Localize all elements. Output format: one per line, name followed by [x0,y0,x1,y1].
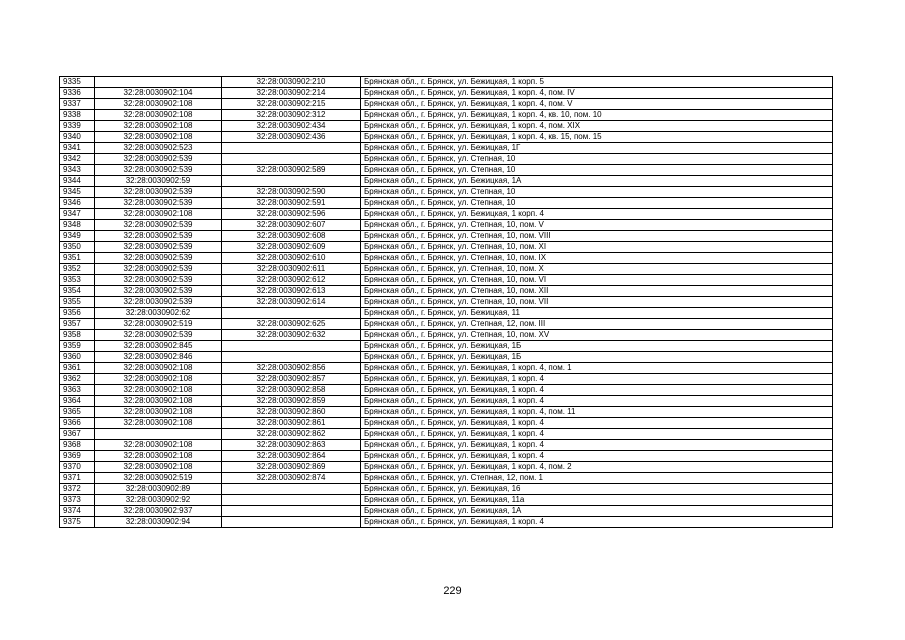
address-cell: Брянская обл., г. Брянск, ул. Степная, 10, пом. IX [361,253,833,264]
table-row [60,429,833,440]
object-number-cell [222,517,361,528]
row-number-cell: 9348 [60,220,95,231]
object-number-cell: 32:28:0030902:859 [222,396,361,407]
object-number-cell: 32:28:0030902:856 [222,363,361,374]
table-row [60,264,833,275]
object-number-cell: 32:28:0030902:215 [222,99,361,110]
row-number-cell: 9349 [60,231,95,242]
cadastral-number-cell: 32:28:0030902:59 [95,176,222,187]
address-cell: Брянская обл., г. Брянск, ул. Степная, 10, пом. XII [361,286,833,297]
address-cell: Брянская обл., г. Брянск, ул. Бежицкая, 11а [361,495,833,506]
table-row [60,297,833,308]
object-number-cell [222,484,361,495]
object-number-cell: 32:28:0030902:214 [222,88,361,99]
row-number-cell: 9342 [60,154,95,165]
object-number-cell: 32:28:0030902:434 [222,121,361,132]
address-cell: Брянская обл., г. Брянск, ул. Степная, 10, пом. VII [361,297,833,308]
address-cell: Брянская обл., г. Брянск, ул. Бежицкая, 1 корп. 4 [361,396,833,407]
row-number-cell: 9355 [60,297,95,308]
table-row [60,231,833,242]
object-number-cell [222,341,361,352]
row-number-cell: 9344 [60,176,95,187]
object-number-cell [222,495,361,506]
object-number-cell: 32:28:0030902:436 [222,132,361,143]
object-number-cell: 32:28:0030902:591 [222,198,361,209]
table-row [60,143,833,154]
row-number-cell: 9335 [60,77,95,88]
address-cell: Брянская обл., г. Брянск, ул. Бежицкая, 1 корп. 4, пом. XIX [361,121,833,132]
object-number-cell: 32:28:0030902:869 [222,462,361,473]
object-number-cell [222,154,361,165]
address-cell: Брянская обл., г. Брянск, ул. Бежицкая, 1Б [361,341,833,352]
address-cell: Брянская обл., г. Брянск, ул. Степная, 10, пом. X [361,264,833,275]
cadastral-number-cell: 32:28:0030902:539 [95,165,222,176]
address-cell: Брянская обл., г. Брянск, ул. Бежицкая, 1 корп. 4 [361,209,833,220]
address-cell: Брянская обл., г. Брянск, ул. Бежицкая, 1 корп. 4, кв. 10, пом. 10 [361,110,833,121]
address-cell: Брянская обл., г. Брянск, ул. Бежицкая, 1 корп. 4 [361,385,833,396]
table-row [60,253,833,264]
table-row [60,495,833,506]
address-cell: Брянская обл., г. Брянск, ул. Бежицкая, 1 корп. 4, пом. 2 [361,462,833,473]
address-cell: Брянская обл., г. Брянск, ул. Степная, 10, пом. VIII [361,231,833,242]
object-number-cell: 32:28:0030902:857 [222,374,361,385]
row-number-cell: 9369 [60,451,95,462]
object-number-cell: 32:28:0030902:608 [222,231,361,242]
cadastral-number-cell: 32:28:0030902:108 [95,396,222,407]
row-number-cell: 9361 [60,363,95,374]
row-number-cell: 9367 [60,429,95,440]
object-number-cell: 32:28:0030902:862 [222,429,361,440]
address-cell: Брянская обл., г. Брянск, ул. Степная, 10 [361,165,833,176]
table-row [60,363,833,374]
address-cell: Брянская обл., г. Брянск, ул. Бежицкая, 1А [361,506,833,517]
row-number-cell: 9339 [60,121,95,132]
row-number-cell: 9375 [60,517,95,528]
cadastral-number-cell: 32:28:0030902:108 [95,462,222,473]
object-number-cell: 32:28:0030902:596 [222,209,361,220]
table-row [60,275,833,286]
cadastral-number-cell: 32:28:0030902:94 [95,517,222,528]
table-row [60,308,833,319]
object-number-cell: 32:28:0030902:312 [222,110,361,121]
address-cell: Брянская обл., г. Брянск, ул. Бежицкая, 11 [361,308,833,319]
row-number-cell: 9336 [60,88,95,99]
row-number-cell: 9347 [60,209,95,220]
row-number-cell: 9337 [60,99,95,110]
address-cell: Брянская обл., г. Брянск, ул. Бежицкая, 1 корп. 4, пом. 11 [361,407,833,418]
cadastral-number-cell [95,429,222,440]
row-number-cell: 9352 [60,264,95,275]
row-number-cell: 9368 [60,440,95,451]
table-row [60,176,833,187]
table-row [60,154,833,165]
cadastral-number-cell: 32:28:0030902:104 [95,88,222,99]
object-number-cell [222,352,361,363]
table-row [60,187,833,198]
table-row [60,451,833,462]
object-number-cell: 32:28:0030902:863 [222,440,361,451]
row-number-cell: 9343 [60,165,95,176]
row-number-cell: 9360 [60,352,95,363]
table-row [60,165,833,176]
address-cell: Брянская обл., г. Брянск, ул. Бежицкая, 1 корп. 4 [361,374,833,385]
object-number-cell: 32:28:0030902:860 [222,407,361,418]
address-cell: Брянская обл., г. Брянск, ул. Бежицкая, 1 корп. 5 [361,77,833,88]
cadastral-number-cell: 32:28:0030902:62 [95,308,222,319]
object-number-cell: 32:28:0030902:858 [222,385,361,396]
cadastral-number-cell: 32:28:0030902:108 [95,99,222,110]
cadastral-number-cell: 32:28:0030902:519 [95,473,222,484]
address-cell: Брянская обл., г. Брянск, ул. Бежицкая, 16 [361,484,833,495]
address-cell: Брянская обл., г. Брянск, ул. Бежицкая, 1А [361,176,833,187]
cadastral-number-cell: 32:28:0030902:539 [95,275,222,286]
cadastral-number-cell: 32:28:0030902:539 [95,286,222,297]
address-cell: Брянская обл., г. Брянск, ул. Бежицкая, 1 корп. 4 [361,429,833,440]
cadastral-number-cell: 32:28:0030902:92 [95,495,222,506]
cadastral-number-cell: 32:28:0030902:539 [95,264,222,275]
object-number-cell: 32:28:0030902:607 [222,220,361,231]
object-number-cell: 32:28:0030902:874 [222,473,361,484]
object-number-cell: 32:28:0030902:611 [222,264,361,275]
cadastral-number-cell: 32:28:0030902:108 [95,110,222,121]
object-number-cell: 32:28:0030902:614 [222,297,361,308]
row-number-cell: 9370 [60,462,95,473]
row-number-cell: 9364 [60,396,95,407]
object-number-cell [222,506,361,517]
table-row [60,198,833,209]
address-cell: Брянская обл., г. Брянск, ул. Бежицкая, 1 корп. 4 [361,440,833,451]
table-row [60,220,833,231]
table-row [60,77,833,88]
address-cell: Брянская обл., г. Брянск, ул. Бежицкая, 1Г [361,143,833,154]
cadastral-number-cell: 32:28:0030902:108 [95,440,222,451]
address-cell: Брянская обл., г. Брянск, ул. Бежицкая, 1 корп. 4, пом. IV [361,88,833,99]
cadastral-number-cell: 32:28:0030902:108 [95,363,222,374]
records-table [59,76,833,528]
row-number-cell: 9365 [60,407,95,418]
row-number-cell: 9371 [60,473,95,484]
address-cell: Брянская обл., г. Брянск, ул. Степная, 10 [361,187,833,198]
row-number-cell: 9359 [60,341,95,352]
table-row [60,473,833,484]
table-row [60,88,833,99]
object-number-cell [222,143,361,154]
table-row [60,517,833,528]
table-row [60,407,833,418]
cadastral-number-cell: 32:28:0030902:108 [95,407,222,418]
address-cell: Брянская обл., г. Брянск, ул. Степная, 10, пом. XV [361,330,833,341]
address-cell: Брянская обл., г. Брянск, ул. Степная, 12, пом. III [361,319,833,330]
table-row [60,286,833,297]
cadastral-number-cell: 32:28:0030902:937 [95,506,222,517]
table-row [60,374,833,385]
row-number-cell: 9354 [60,286,95,297]
table-row [60,352,833,363]
address-cell: Брянская обл., г. Брянск, ул. Степная, 10, пом. VI [361,275,833,286]
address-cell: Брянская обл., г. Брянск, ул. Бежицкая, 1 корп. 4 [361,418,833,429]
address-cell: Брянская обл., г. Брянск, ул. Степная, 10 [361,198,833,209]
row-number-cell: 9358 [60,330,95,341]
object-number-cell: 32:28:0030902:864 [222,451,361,462]
row-number-cell: 9340 [60,132,95,143]
object-number-cell: 32:28:0030902:613 [222,286,361,297]
row-number-cell: 9346 [60,198,95,209]
row-number-cell: 9363 [60,385,95,396]
table-row [60,506,833,517]
cadastral-number-cell: 32:28:0030902:108 [95,374,222,385]
page-number: 229 [443,585,462,597]
address-cell: Брянская обл., г. Брянск, ул. Бежицкая, 1 корп. 4 [361,451,833,462]
object-number-cell: 32:28:0030902:609 [222,242,361,253]
object-number-cell [222,308,361,319]
row-number-cell: 9351 [60,253,95,264]
object-number-cell: 32:28:0030902:612 [222,275,361,286]
table-row [60,110,833,121]
cadastral-number-cell: 32:28:0030902:108 [95,418,222,429]
object-number-cell: 32:28:0030902:590 [222,187,361,198]
address-cell: Брянская обл., г. Брянск, ул. Степная, 10, пом. XI [361,242,833,253]
table-row [60,462,833,473]
cadastral-number-cell: 32:28:0030902:108 [95,451,222,462]
table-row [60,484,833,495]
records-table-body [60,77,833,528]
row-number-cell: 9353 [60,275,95,286]
row-number-cell: 9372 [60,484,95,495]
row-number-cell: 9357 [60,319,95,330]
cadastral-number-cell: 32:28:0030902:539 [95,231,222,242]
cadastral-number-cell: 32:28:0030902:845 [95,341,222,352]
cadastral-number-cell: 32:28:0030902:108 [95,132,222,143]
address-cell: Брянская обл., г. Брянск, ул. Бежицкая, 1 корп. 4, кв. 15, пом. 15 [361,132,833,143]
cadastral-number-cell: 32:28:0030902:539 [95,154,222,165]
cadastral-number-cell: 32:28:0030902:89 [95,484,222,495]
cadastral-number-cell: 32:28:0030902:539 [95,253,222,264]
table-row [60,319,833,330]
address-cell: Брянская обл., г. Брянск, ул. Степная, 12, пом. 1 [361,473,833,484]
table-row [60,242,833,253]
row-number-cell: 9373 [60,495,95,506]
row-number-cell: 9362 [60,374,95,385]
table-row [60,330,833,341]
row-number-cell: 9338 [60,110,95,121]
object-number-cell: 32:28:0030902:861 [222,418,361,429]
table-row [60,440,833,451]
row-number-cell: 9374 [60,506,95,517]
cadastral-number-cell: 32:28:0030902:539 [95,330,222,341]
cadastral-number-cell: 32:28:0030902:108 [95,121,222,132]
table-row [60,341,833,352]
object-number-cell: 32:28:0030902:625 [222,319,361,330]
address-cell: Брянская обл., г. Брянск, ул. Степная, 10 [361,154,833,165]
address-cell: Брянская обл., г. Брянск, ул. Бежицкая, 1 корп. 4 [361,517,833,528]
object-number-cell: 32:28:0030902:589 [222,165,361,176]
cadastral-number-cell: 32:28:0030902:539 [95,242,222,253]
cadastral-number-cell: 32:28:0030902:523 [95,143,222,154]
object-number-cell: 32:28:0030902:632 [222,330,361,341]
object-number-cell: 32:28:0030902:210 [222,77,361,88]
cadastral-number-cell: 32:28:0030902:539 [95,198,222,209]
object-number-cell: 32:28:0030902:610 [222,253,361,264]
cadastral-number-cell: 32:28:0030902:108 [95,385,222,396]
cadastral-number-cell [95,77,222,88]
cadastral-number-cell: 32:28:0030902:539 [95,187,222,198]
table-row [60,121,833,132]
table-row [60,209,833,220]
table-row [60,418,833,429]
address-cell: Брянская обл., г. Брянск, ул. Бежицкая, 1 корп. 4, пом. 1 [361,363,833,374]
table-row [60,99,833,110]
row-number-cell: 9345 [60,187,95,198]
cadastral-number-cell: 32:28:0030902:108 [95,209,222,220]
table-row [60,385,833,396]
cadastral-number-cell: 32:28:0030902:539 [95,297,222,308]
cadastral-number-cell: 32:28:0030902:539 [95,220,222,231]
row-number-cell: 9350 [60,242,95,253]
cadastral-number-cell: 32:28:0030902:519 [95,319,222,330]
table-row [60,396,833,407]
address-cell: Брянская обл., г. Брянск, ул. Бежицкая, 1 корп. 4, пом. V [361,99,833,110]
row-number-cell: 9366 [60,418,95,429]
row-number-cell: 9356 [60,308,95,319]
address-cell: Брянская обл., г. Брянск, ул. Бежицкая, 1Б [361,352,833,363]
object-number-cell [222,176,361,187]
address-cell: Брянская обл., г. Брянск, ул. Степная, 10, пом. V [361,220,833,231]
table-row [60,132,833,143]
cadastral-number-cell: 32:28:0030902:846 [95,352,222,363]
row-number-cell: 9341 [60,143,95,154]
